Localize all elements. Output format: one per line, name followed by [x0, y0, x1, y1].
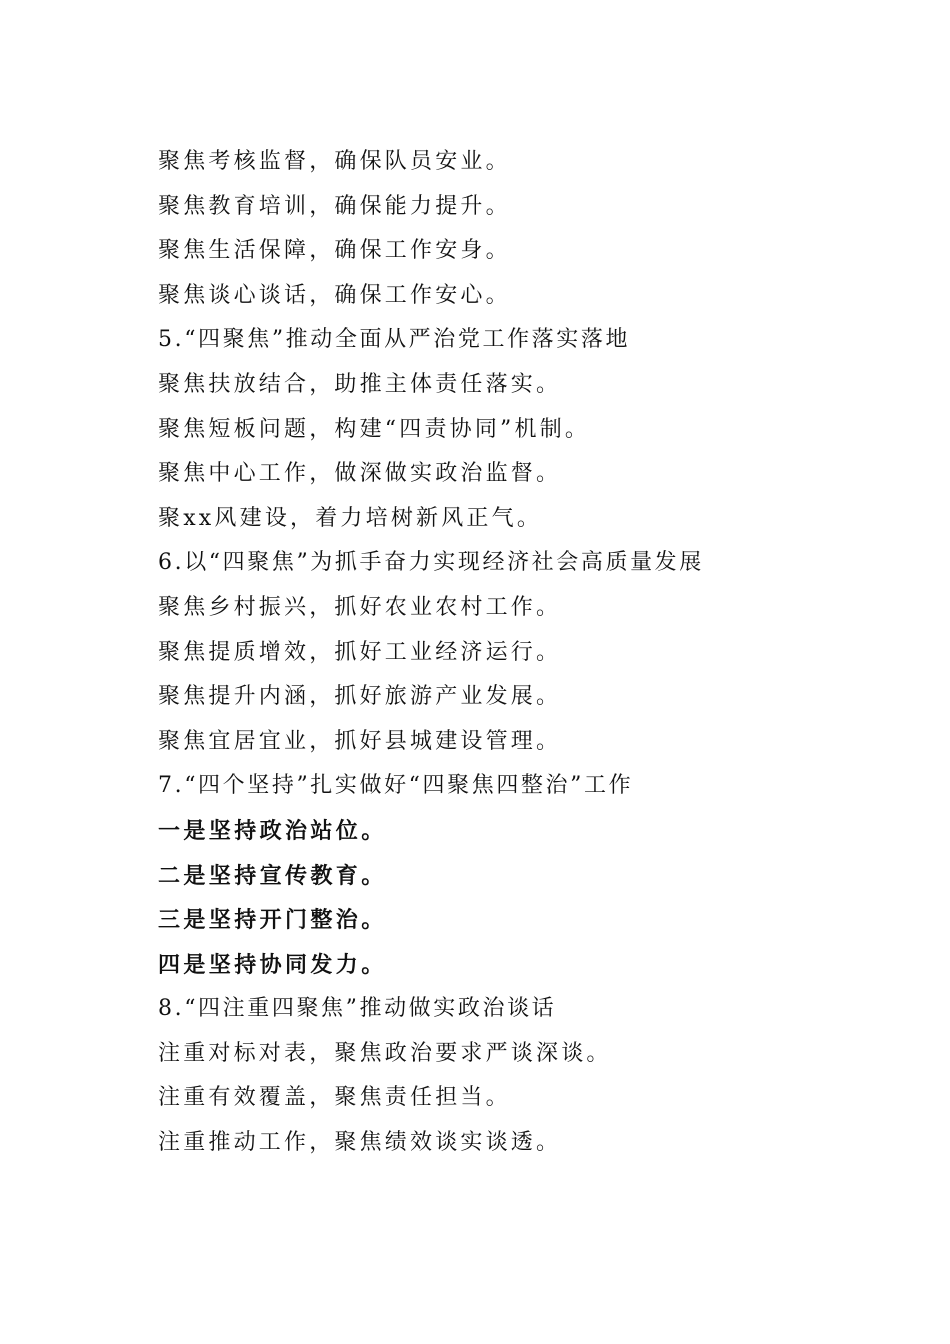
text-line: 聚焦提升内涵，抓好旅游产业发展。	[158, 684, 562, 710]
text-line: 聚焦宜居宜业，抓好县城建设管理。	[158, 728, 562, 754]
text-line: 聚焦扶放结合，助推主体责任落实。	[158, 371, 562, 397]
text-line: 聚焦生活保障，确保工作安身。	[158, 238, 511, 264]
bold-point: 三是坚持开门整治。	[158, 907, 387, 934]
text-line: 聚焦谈心谈话，确保工作安心。	[158, 282, 511, 308]
section-heading: 6.以“四聚焦”为抓手奋力实现经济社会高质量发展	[158, 550, 704, 576]
section-heading: 7.“四个坚持”扎实做好“四聚焦四整治”工作	[158, 773, 634, 799]
text-line: 注重推动工作，聚焦绩效谈实谈透。	[158, 1130, 562, 1156]
section-heading: 8.“四注重四聚焦”推动做实政治谈话	[158, 996, 557, 1022]
text-line: 聚焦乡村振兴，抓好农业农村工作。	[158, 594, 562, 620]
text-line: 聚焦提质增效，抓好工业经济运行。	[158, 639, 562, 665]
text-line: 注重有效覆盖，聚焦责任担当。	[158, 1085, 511, 1111]
text-line: 聚焦中心工作，做深做实政治监督。	[158, 461, 562, 487]
document-body	[158, 140, 878, 1166]
text-line: 聚焦短板问题，构建“四责协同”机制。	[158, 416, 591, 442]
text-line: 注重对标对表，聚焦政治要求严谈深谈。	[158, 1040, 612, 1066]
text-line: 聚焦考核监督，确保队员安业。	[158, 149, 511, 174]
text-line: 聚xx风建设，着力培树新风正气。	[158, 505, 543, 531]
bold-point: 四是坚持协同发力。	[158, 951, 387, 978]
section-heading: 5.“四聚焦”推动全面从严治党工作落实落地	[158, 327, 631, 353]
text-line: 聚焦教育培训，确保能力提升。	[158, 193, 511, 219]
bold-point: 二是坚持宣传教育。	[158, 862, 387, 889]
bold-point: 一是坚持政治站位。	[158, 817, 387, 844]
